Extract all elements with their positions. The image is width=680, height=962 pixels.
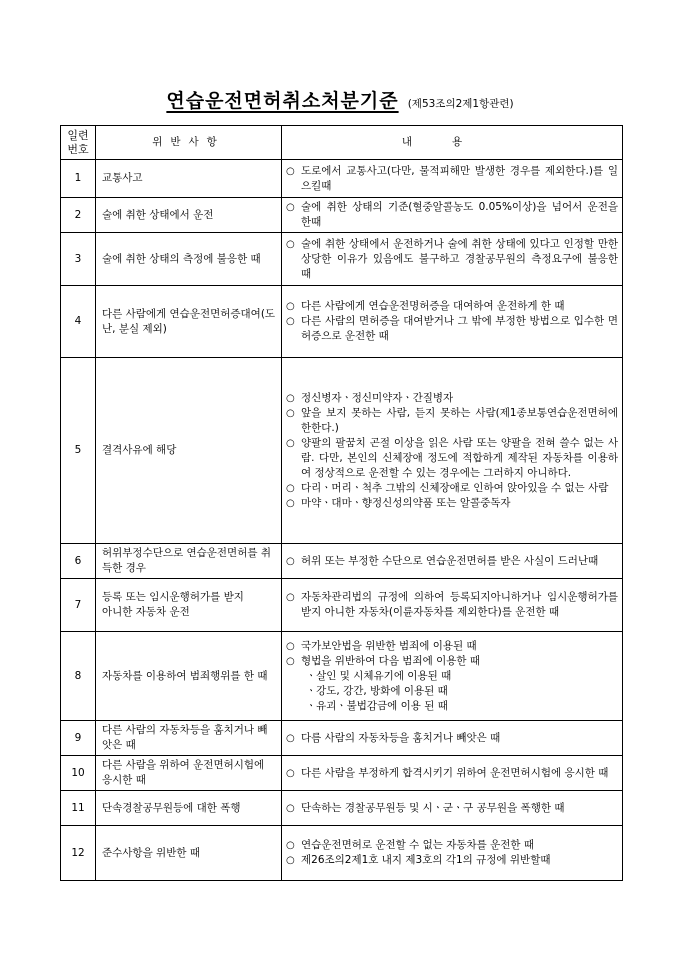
content-item: ○ 양팔의 팔꿈치 곤절 이상을 읽은 사람 또는 양팔을 전혀 쓸수 없는 사람. 다만, 본인의 신체장애 정도에 적합하게 제작된 자동차를 이용하여 정상적으로 운전할 수 있는 경우에는 그러하지 아니하다. <box>286 436 618 481</box>
content-item: ○ 연습운전면허로 운전할 수 없는 자동차를 운전한 때 <box>286 838 618 853</box>
rules-table <box>60 125 623 881</box>
row-no: 6 <box>61 544 96 579</box>
content-item: ○ 제26조의2제1호 내지 제3호의 각1의 규정에 위반할때 <box>286 853 618 868</box>
table-row <box>61 233 623 286</box>
row-content <box>282 632 623 721</box>
content-item: ○ 자동차관리법의 규정에 의하여 등록되지아니하거나 임시운행허가를 받지 아니한 자동차(이륜자동차를 제외한다)를 운전한 때 <box>286 590 618 620</box>
content-item: ○ 국가보안법을 위반한 범죄에 이용된 때 <box>286 639 618 654</box>
row-content <box>282 358 623 544</box>
row-no: 7 <box>61 579 96 632</box>
row-content <box>282 756 623 791</box>
content-item: ○ 다리ㆍ머리ㆍ척추 그밖의 신체장애로 인하여 앉아있을 수 없는 사람 <box>286 481 618 496</box>
row-content <box>282 160 623 198</box>
row-violation: 술에 취한 상태에서 운전 <box>96 198 282 233</box>
content-item: ○ 마약ㆍ대마ㆍ향정신성의약품 또는 알콜중독자 <box>286 496 618 511</box>
row-violation: 교통사고 <box>96 160 282 198</box>
content-subitem: ㆍ살인 및 시체유기에 이용된 때 <box>306 669 452 682</box>
table-row <box>61 791 623 826</box>
row-violation: 다른 사람에게 연습운전면허증대여(도난, 분실 제외) <box>96 286 282 358</box>
row-no: 5 <box>61 358 96 544</box>
content-item: ○ 형법을 위반하여 다음 범죄에 이용한 때 <box>286 654 618 669</box>
row-content <box>282 286 623 358</box>
title-sub: (제53조의2제1항관련) <box>407 98 514 110</box>
title-main: 연습운전면허취소처분기준 <box>166 90 399 112</box>
table-row <box>61 579 623 632</box>
row-violation: 등록 또는 임시운행허가를 받지 아니한 자동차 운전 <box>96 579 282 632</box>
content-subitem: ㆍ강도, 강간, 방화에 이용된 때 <box>306 684 448 697</box>
content-item: ○ 정신병자ㆍ정신미약자ㆍ간질병자 <box>286 391 618 406</box>
row-content <box>282 721 623 756</box>
table-row <box>61 632 623 721</box>
row-no: 3 <box>61 233 96 286</box>
content-item: ○ 술에 취한 상태에서 운전하거나 술에 취한 상태에 있다고 인정할 만한 상당한 이유가 있음에도 불구하고 경찰공무원의 측정요구에 불응한 때 <box>286 237 618 282</box>
row-content <box>282 544 623 579</box>
row-no: 9 <box>61 721 96 756</box>
row-violation: 결격사유에 해당 <box>96 358 282 544</box>
row-content <box>282 791 623 826</box>
content-item: ○ 허위 또는 부정한 수단으로 연습운전면허를 받은 사실이 드러난때 <box>286 554 618 569</box>
row-violation: 술에 취한 상태의 측정에 불응한 때 <box>96 233 282 286</box>
row-content <box>282 826 623 881</box>
row-violation: 단속경찰공무원등에 대한 폭행 <box>96 791 282 826</box>
row-no: 10 <box>61 756 96 791</box>
table-row <box>61 544 623 579</box>
content-item: ○ 다른 사람의 면허증을 대여받거나 그 밖에 부정한 방법으로 입수한 면허증으로 운전한 때 <box>286 314 618 344</box>
content-item: ○ 다른 사람에게 연습운전명허증을 대여하여 운전하게 한 때 <box>286 299 618 314</box>
row-no: 1 <box>61 160 96 198</box>
row-violation: 허위부정수단으로 연습운전면허를 취득한 경우 <box>96 544 282 579</box>
header-no: 일련 번호 <box>61 126 96 160</box>
row-no: 8 <box>61 632 96 721</box>
row-content <box>282 198 623 233</box>
content-item: ○ 다름 사람의 자동차등을 훔치거나 빼앗은 때 <box>286 731 618 746</box>
row-content <box>282 233 623 286</box>
table-row <box>61 358 623 544</box>
table-row <box>61 756 623 791</box>
table-header-row <box>61 126 623 160</box>
row-violation: 다른 사람의 자동차등을 훔치거나 빼앗은 때 <box>96 721 282 756</box>
content-item: ○ 앞을 보지 못하는 사람, 듣지 못하는 사람(제1종보통연습운전면허에 한한다.) <box>286 406 618 436</box>
row-no: 12 <box>61 826 96 881</box>
header-content: 내용 <box>282 126 623 160</box>
table-row <box>61 826 623 881</box>
document-title <box>0 86 680 113</box>
table-row <box>61 160 623 198</box>
row-no: 4 <box>61 286 96 358</box>
table-row <box>61 198 623 233</box>
content-item: ○ 술에 취한 상태의 기준(혈중알콜농도 0.05%이상)을 넘어서 운전을 한때 <box>286 200 618 230</box>
content-item: ○ 다른 사람을 부정하게 합격시키기 위하여 운전면허시험에 응시한 때 <box>286 766 618 781</box>
content-item: ○ 도로에서 교통사고(다만, 물적피해만 발생한 경우를 제외한다.)를 일으킬때 <box>286 164 618 194</box>
row-violation: 준수사항을 위반한 때 <box>96 826 282 881</box>
table-row <box>61 286 623 358</box>
table-row <box>61 721 623 756</box>
content-item: ○ 단속하는 경찰공무원등 및 시ㆍ군ㆍ구 공무원을 폭행한 때 <box>286 801 618 816</box>
row-violation: 자동차를 이용하여 범죄행위를 한 때 <box>96 632 282 721</box>
content-subitem: ㆍ유괴ㆍ불법감금에 이용 된 때 <box>306 699 448 712</box>
row-no: 2 <box>61 198 96 233</box>
row-no: 11 <box>61 791 96 826</box>
row-content <box>282 579 623 632</box>
row-violation: 다른 사람을 위하여 운전면허시험에 응시한 때 <box>96 756 282 791</box>
header-violation: 위반사항 <box>96 126 282 160</box>
